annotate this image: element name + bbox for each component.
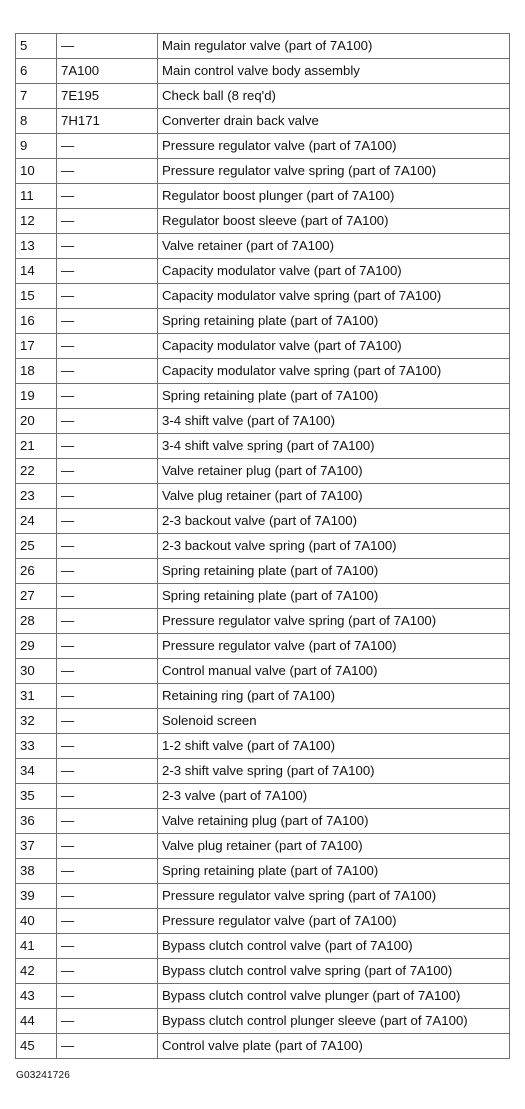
part-number-cell: — (57, 1034, 158, 1059)
description-cell: Regulator boost sleeve (part of 7A100) (158, 209, 510, 234)
item-number-cell: 34 (16, 759, 57, 784)
part-number-cell: — (57, 184, 158, 209)
table-row (16, 459, 510, 484)
item-number-cell: 25 (16, 534, 57, 559)
description-cell: Control valve plate (part of 7A100) (158, 1034, 510, 1059)
part-number-cell: — (57, 484, 158, 509)
description-cell: 3-4 shift valve spring (part of 7A100) (158, 434, 510, 459)
table-row (16, 984, 510, 1009)
description-cell: Retaining ring (part of 7A100) (158, 684, 510, 709)
table-row (16, 359, 510, 384)
table-row (16, 1009, 510, 1034)
table-row (16, 434, 510, 459)
table-row (16, 934, 510, 959)
table-row (16, 159, 510, 184)
part-number-cell: — (57, 609, 158, 634)
description-cell: Valve retaining plug (part of 7A100) (158, 809, 510, 834)
table-row (16, 534, 510, 559)
part-number-cell: — (57, 684, 158, 709)
item-number-cell: 21 (16, 434, 57, 459)
part-number-cell: — (57, 734, 158, 759)
item-number-cell: 24 (16, 509, 57, 534)
item-number-cell: 18 (16, 359, 57, 384)
item-number-cell: 15 (16, 284, 57, 309)
part-number-cell: — (57, 784, 158, 809)
description-cell: Valve plug retainer (part of 7A100) (158, 834, 510, 859)
item-number-cell: 41 (16, 934, 57, 959)
description-cell: 2-3 backout valve (part of 7A100) (158, 509, 510, 534)
part-number-cell: — (57, 884, 158, 909)
item-number-cell: 37 (16, 834, 57, 859)
table-row (16, 34, 510, 59)
part-number-cell: — (57, 209, 158, 234)
part-number-cell: — (57, 359, 158, 384)
item-number-cell: 44 (16, 1009, 57, 1034)
part-number-cell: — (57, 559, 158, 584)
description-cell: Check ball (8 req'd) (158, 84, 510, 109)
description-cell: Valve plug retainer (part of 7A100) (158, 484, 510, 509)
description-cell: Pressure regulator valve spring (part of 7A100) (158, 884, 510, 909)
description-cell: Spring retaining plate (part of 7A100) (158, 309, 510, 334)
description-cell: Pressure regulator valve (part of 7A100) (158, 909, 510, 934)
item-number-cell: 14 (16, 259, 57, 284)
table-row (16, 609, 510, 634)
item-number-cell: 36 (16, 809, 57, 834)
table-row (16, 634, 510, 659)
table-row (16, 509, 510, 534)
part-number-cell: — (57, 384, 158, 409)
part-number-cell: — (57, 709, 158, 734)
table-row (16, 959, 510, 984)
item-number-cell: 40 (16, 909, 57, 934)
item-number-cell: 39 (16, 884, 57, 909)
parts-table (15, 33, 510, 1059)
description-cell: Capacity modulator valve (part of 7A100) (158, 259, 510, 284)
description-cell: Converter drain back valve (158, 109, 510, 134)
description-cell: Bypass clutch control valve spring (part of 7A100) (158, 959, 510, 984)
figure-id: G03241726 (16, 1070, 71, 1081)
item-number-cell: 27 (16, 584, 57, 609)
part-number-cell: 7A100 (57, 59, 158, 84)
table-row (16, 384, 510, 409)
description-cell: Capacity modulator valve (part of 7A100) (158, 334, 510, 359)
description-cell: Pressure regulator valve spring (part of 7A100) (158, 159, 510, 184)
item-number-cell: 45 (16, 1034, 57, 1059)
part-number-cell: — (57, 259, 158, 284)
part-number-cell: — (57, 134, 158, 159)
item-number-cell: 29 (16, 634, 57, 659)
part-number-cell: — (57, 659, 158, 684)
item-number-cell: 8 (16, 109, 57, 134)
part-number-cell: — (57, 634, 158, 659)
description-cell: Pressure regulator valve spring (part of 7A100) (158, 609, 510, 634)
table-row (16, 309, 510, 334)
part-number-cell: — (57, 284, 158, 309)
description-cell: Capacity modulator valve spring (part of 7A100) (158, 359, 510, 384)
parts-table-body (16, 34, 510, 1059)
table-row (16, 684, 510, 709)
description-cell: Valve retainer (part of 7A100) (158, 234, 510, 259)
part-number-cell: — (57, 584, 158, 609)
description-cell: 2-3 valve (part of 7A100) (158, 784, 510, 809)
description-cell: Main regulator valve (part of 7A100) (158, 34, 510, 59)
part-number-cell: — (57, 834, 158, 859)
description-cell: 3-4 shift valve (part of 7A100) (158, 409, 510, 434)
item-number-cell: 10 (16, 159, 57, 184)
table-row (16, 59, 510, 84)
part-number-cell: — (57, 159, 158, 184)
part-number-cell: — (57, 434, 158, 459)
table-row (16, 1034, 510, 1059)
description-cell: Spring retaining plate (part of 7A100) (158, 584, 510, 609)
table-row (16, 234, 510, 259)
description-cell: 2-3 shift valve spring (part of 7A100) (158, 759, 510, 784)
description-cell: Bypass clutch control valve plunger (part of 7A100) (158, 984, 510, 1009)
item-number-cell: 22 (16, 459, 57, 484)
part-number-cell: — (57, 234, 158, 259)
description-cell: Regulator boost plunger (part of 7A100) (158, 184, 510, 209)
table-row (16, 584, 510, 609)
item-number-cell: 13 (16, 234, 57, 259)
table-row (16, 209, 510, 234)
item-number-cell: 26 (16, 559, 57, 584)
table-row (16, 84, 510, 109)
item-number-cell: 43 (16, 984, 57, 1009)
table-row (16, 784, 510, 809)
item-number-cell: 9 (16, 134, 57, 159)
item-number-cell: 19 (16, 384, 57, 409)
part-number-cell: — (57, 309, 158, 334)
part-number-cell: 7E195 (57, 84, 158, 109)
description-cell: Capacity modulator valve spring (part of 7A100) (158, 284, 510, 309)
table-row (16, 259, 510, 284)
description-cell: 1-2 shift valve (part of 7A100) (158, 734, 510, 759)
part-number-cell: — (57, 909, 158, 934)
description-cell: Solenoid screen (158, 709, 510, 734)
table-row (16, 284, 510, 309)
item-number-cell: 30 (16, 659, 57, 684)
table-row (16, 884, 510, 909)
table-row (16, 484, 510, 509)
part-number-cell: — (57, 334, 158, 359)
item-number-cell: 16 (16, 309, 57, 334)
item-number-cell: 12 (16, 209, 57, 234)
item-number-cell: 42 (16, 959, 57, 984)
part-number-cell: — (57, 984, 158, 1009)
description-cell: Control manual valve (part of 7A100) (158, 659, 510, 684)
description-cell: Spring retaining plate (part of 7A100) (158, 559, 510, 584)
table-row (16, 559, 510, 584)
description-cell: 2-3 backout valve spring (part of 7A100) (158, 534, 510, 559)
item-number-cell: 7 (16, 84, 57, 109)
table-row (16, 859, 510, 884)
item-number-cell: 17 (16, 334, 57, 359)
item-number-cell: 5 (16, 34, 57, 59)
table-row (16, 409, 510, 434)
item-number-cell: 20 (16, 409, 57, 434)
table-row (16, 734, 510, 759)
table-row (16, 709, 510, 734)
item-number-cell: 38 (16, 859, 57, 884)
part-number-cell: — (57, 934, 158, 959)
item-number-cell: 11 (16, 184, 57, 209)
description-cell: Spring retaining plate (part of 7A100) (158, 384, 510, 409)
table-row (16, 659, 510, 684)
part-number-cell: — (57, 959, 158, 984)
part-number-cell: — (57, 459, 158, 484)
item-number-cell: 33 (16, 734, 57, 759)
part-number-cell: — (57, 809, 158, 834)
description-cell: Main control valve body assembly (158, 59, 510, 84)
item-number-cell: 32 (16, 709, 57, 734)
description-cell: Bypass clutch control plunger sleeve (part of 7A100) (158, 1009, 510, 1034)
part-number-cell: — (57, 859, 158, 884)
item-number-cell: 31 (16, 684, 57, 709)
item-number-cell: 28 (16, 609, 57, 634)
item-number-cell: 35 (16, 784, 57, 809)
table-row (16, 759, 510, 784)
description-cell: Pressure regulator valve (part of 7A100) (158, 634, 510, 659)
part-number-cell: — (57, 409, 158, 434)
part-number-cell: — (57, 759, 158, 784)
description-cell: Pressure regulator valve (part of 7A100) (158, 134, 510, 159)
part-number-cell: 7H171 (57, 109, 158, 134)
description-cell: Bypass clutch control valve (part of 7A100) (158, 934, 510, 959)
table-row (16, 809, 510, 834)
part-number-cell: — (57, 34, 158, 59)
table-row (16, 184, 510, 209)
table-row (16, 909, 510, 934)
part-number-cell: — (57, 534, 158, 559)
description-cell: Spring retaining plate (part of 7A100) (158, 859, 510, 884)
part-number-cell: — (57, 509, 158, 534)
table-row (16, 834, 510, 859)
item-number-cell: 23 (16, 484, 57, 509)
table-row (16, 109, 510, 134)
part-number-cell: — (57, 1009, 158, 1034)
table-row (16, 134, 510, 159)
item-number-cell: 6 (16, 59, 57, 84)
table-row (16, 334, 510, 359)
description-cell: Valve retainer plug (part of 7A100) (158, 459, 510, 484)
